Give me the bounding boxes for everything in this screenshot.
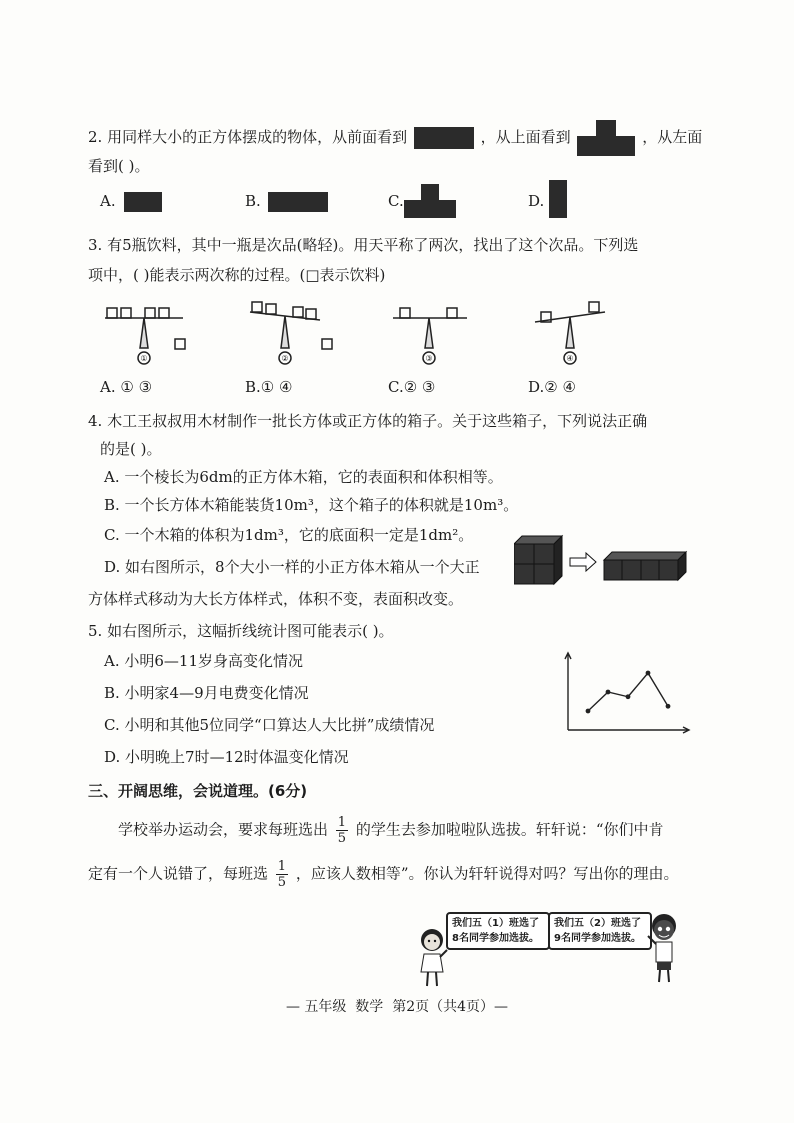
- q5-option-c[interactable]: C. 小明和其他5位同学“口算达人大比拼”成绩情况: [104, 716, 435, 734]
- para1-text-b: 的学生去参加啦啦队选拔。轩轩说：“你们中肯: [355, 820, 664, 839]
- q2-text-c: ，从左面: [642, 128, 703, 146]
- page-footer: — 五年级 数学 第2页（共4页）—: [285, 999, 509, 1015]
- bubble2-line1: 我们五（2）班选了: [554, 918, 641, 929]
- q3-line2: 项中，( )能表示两次称的过程。(□表示饮料): [88, 266, 386, 284]
- q3-option-d[interactable]: D.② ④: [528, 378, 576, 396]
- q4-option-d-line2: 方体样式移动为大长方体样式，体积不变，表面积改变。: [88, 590, 464, 608]
- q4-option-b[interactable]: B. 一个长方体木箱能装货10m³，这个箱子的体积就是10m³。: [104, 496, 519, 514]
- speech-bubble-class-1: [446, 912, 550, 950]
- q5-option-a[interactable]: A. 小明6—11岁身高变化情况: [104, 652, 303, 670]
- balance-diagrams: [95, 292, 625, 374]
- q2-option-c[interactable]: [388, 192, 404, 210]
- para1-text-a: 学校举办运动会，要求每班选出: [118, 820, 329, 839]
- q5-option-d[interactable]: D. 小明晚上7时—12时体温变化情况: [104, 748, 349, 766]
- q4-option-d-line1[interactable]: D. 如右图所示，8个大小一样的小正方体木箱从一个大正: [104, 558, 480, 576]
- balance-label-1: ①: [140, 354, 148, 363]
- q3-option-b[interactable]: B.① ④: [245, 378, 293, 396]
- balance-label-2: ②: [281, 354, 289, 363]
- q5-line1: 5. 如右图所示，这幅折线统计图可能表示( )。: [88, 622, 394, 640]
- q3-line1: 3. 有5瓶饮料，其中一瓶是次品(略轻)。用天平称了两次，找出了这个次品。下列选: [88, 236, 639, 254]
- data-point-2: [606, 690, 611, 695]
- data-point-4: [646, 671, 651, 676]
- q5-option-b[interactable]: B. 小明家4—9月电费变化情况: [104, 684, 309, 702]
- option-b-figure: [268, 192, 328, 212]
- option-c-figure: [404, 184, 456, 218]
- q2-option-b-label: B.: [245, 192, 261, 210]
- front-view-figure: [414, 127, 474, 149]
- bubble1-line1: 我们五（1）班选了: [452, 918, 539, 929]
- para2-text-a: 定有一个人说错了，每班选: [88, 864, 269, 883]
- q4-option-c[interactable]: C. 一个木箱的体积为1dm³，它的底面积一定是1dm²。: [104, 526, 474, 544]
- q2-option-c-label: C.: [388, 192, 404, 210]
- q2-option-d-label: D.: [528, 192, 545, 210]
- q2-line2: 看到( )。: [88, 157, 150, 175]
- q2-option-d[interactable]: [528, 192, 544, 210]
- top-view-figure: [577, 120, 635, 156]
- section-3-para-line1: [118, 816, 664, 845]
- balance-label-4: ④: [566, 354, 574, 363]
- q3-option-c[interactable]: C.② ③: [388, 378, 436, 396]
- boy-cartoon: [644, 912, 684, 986]
- q2-text-a: 2. 用同样大小的正方体摆成的物体，从前面看到: [88, 128, 408, 146]
- q2-line1: [88, 120, 702, 156]
- option-d-figure: [549, 180, 567, 218]
- balance-label-3: ③: [425, 354, 433, 363]
- option-a-figure: [124, 192, 162, 212]
- data-point-1: [586, 709, 591, 714]
- section-3-title: 三、开阔思维，会说道理。(6分): [88, 782, 308, 800]
- section-3-para-line2: [88, 860, 679, 889]
- cube-transform-figure: [514, 532, 692, 588]
- q2-option-b[interactable]: [245, 192, 328, 212]
- q4-line1: 4. 木工王叔叔用木材制作一批长方体或正方体的箱子。关于这些箱子，下列说法正确: [88, 412, 648, 430]
- line-chart: [560, 650, 694, 734]
- balance-2: [250, 302, 332, 364]
- q4-line2: 的是( )。: [100, 440, 162, 458]
- q3-option-a[interactable]: A. ① ③: [100, 378, 153, 396]
- q2-option-a[interactable]: [100, 192, 162, 212]
- series-line: [588, 673, 668, 711]
- para2-text-b: ，应该人数相等”。你认为轩轩说得对吗？写出你的理由。: [295, 864, 679, 883]
- q2-option-a-label: A.: [100, 192, 116, 210]
- data-point-5: [666, 704, 671, 709]
- q2-text-b: ，从上面看到: [480, 128, 571, 146]
- fraction-one-fifth: $\frac{1}{5}$: [337, 815, 347, 846]
- girl-cartoon: [414, 926, 450, 990]
- fraction-one-fifth-2: $\frac{1}{5}$: [277, 859, 287, 890]
- bubble1-line2: 8名同学参加选拔。: [452, 933, 539, 944]
- q4-option-a[interactable]: A. 一个棱长为6dm的正方体木箱，它的表面积和体积相等。: [104, 468, 503, 486]
- bubble2-line2: 9名同学参加选拔。: [554, 933, 641, 944]
- data-point-3: [626, 694, 631, 699]
- speech-bubble-class-2: [548, 912, 652, 950]
